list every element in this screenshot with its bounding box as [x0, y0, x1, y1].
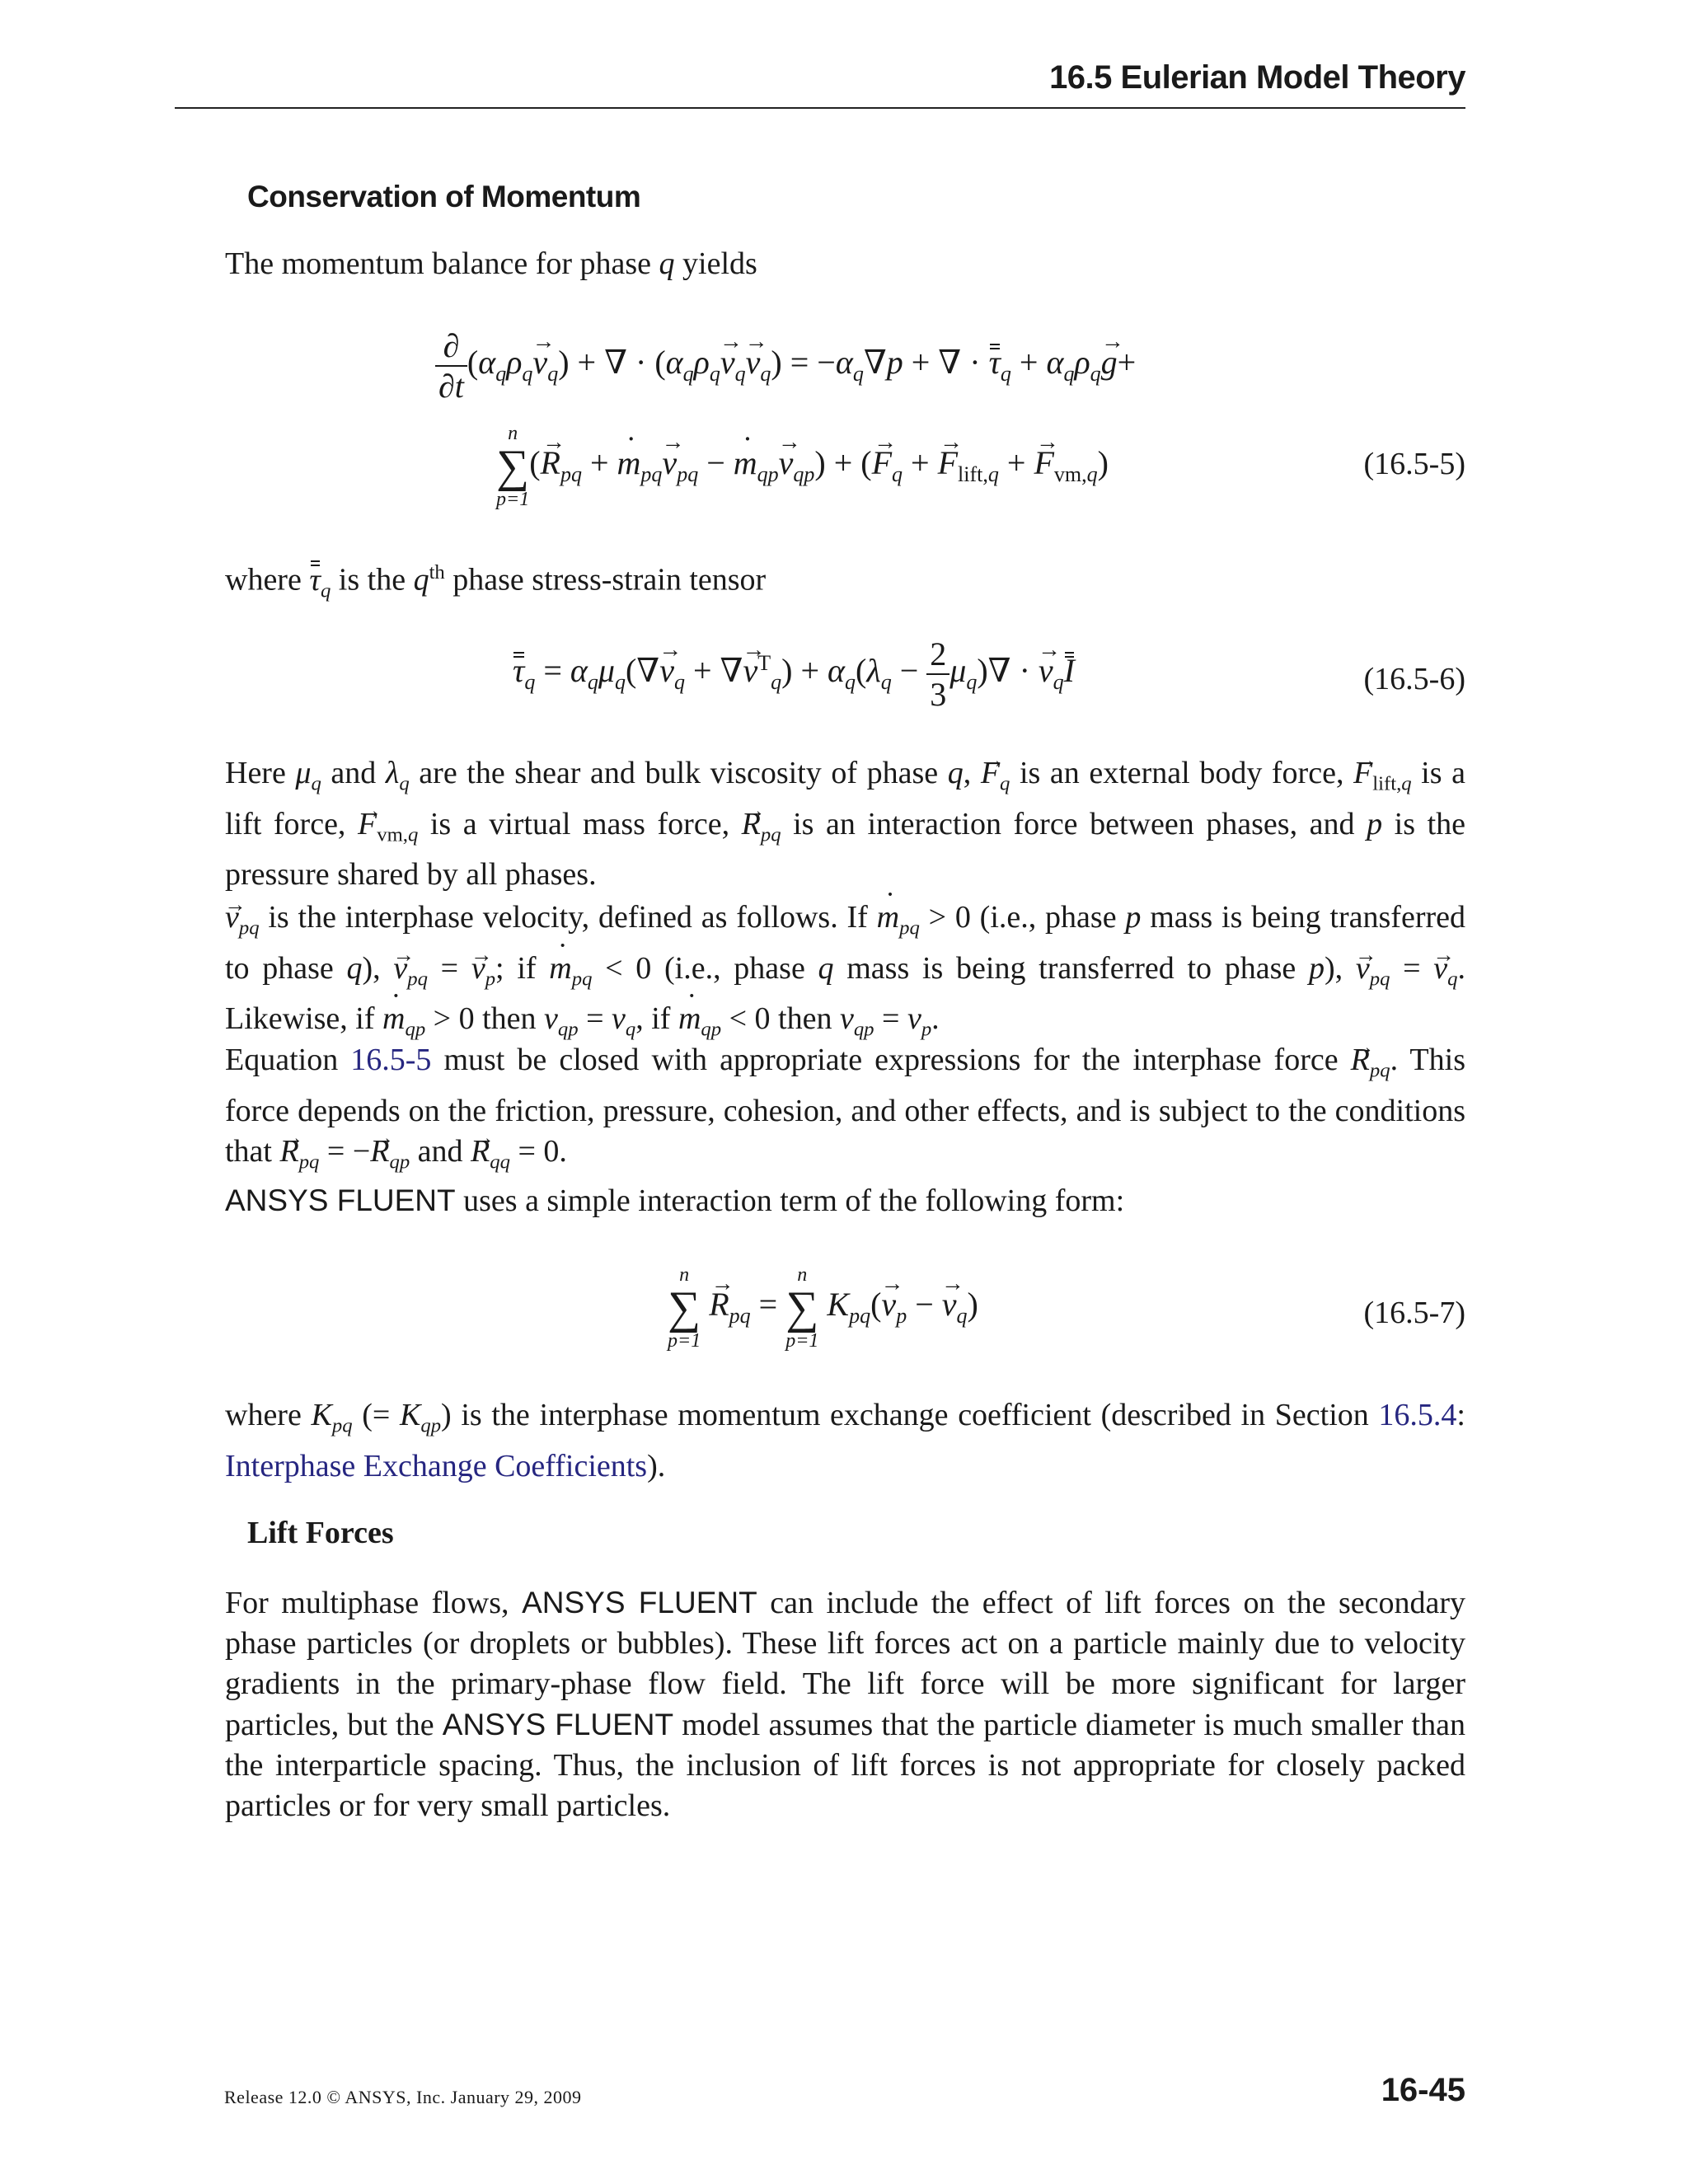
header-rule — [175, 107, 1465, 109]
equation-number: (16.5-5) — [1363, 447, 1465, 481]
closure-paragraph: Equation 16.5-5 must be closed with appropriate expressions for the interphase force → $R_{pq}$. This force depends on the friction, pressure, cohesion, and other effects, and is subject to the conditions that → $R_{pq}$ = −→ $R_{qp}$ and → $R_{qq} = 0$. — [225, 1040, 1465, 1182]
equation-number: (16.5-6) — [1363, 662, 1465, 696]
equation-16-5-6 — [175, 635, 1465, 725]
lift-forces-heading: Lift Forces — [247, 1516, 394, 1550]
equation-link[interactable]: 16.5-5 — [350, 1043, 432, 1077]
page-number: 16-45 — [1381, 2072, 1465, 2108]
release-footer: Release 12.0 © ANSYS, Inc. January 29, 2009 — [224, 2087, 582, 2107]
equation-line-1: $\frac{\partial}{\partial t}$ $(\alpha_q\rho_q\to v_q)$ + ∇ · $(\alpha_q\rho_q\to v_q\to v_q) = -\alpha_q\nabla p$ + ∇ · $\tau_q + \alpha_q\rho_q\to g+$ — [435, 326, 1136, 405]
interphase-velocity-paragraph: → $v_{pq}$ is the interphase velocity, defined as follows. If ˙ $m_{pq} > 0$ (i.e., phase p mass is being transferred to phase q), → $v_{pq}$ = → $v_p$; if ˙ $m_{pq} < 0$ (i.e., phase q mass is being transferred to phase p), → $v_{pq}$ = → $v_q$. Likewise, if ˙ $m_{qp} > 0$ then $v_{qp} = v_q$, if ˙ $m_{qp} < 0$ then $v_{qp} = v_p$. — [225, 898, 1465, 1050]
here-paragraph: Here $\mu_q$ and $\lambda_q$ are the shear and bulk viscosity of phase q, → $F_q$ is an external body force, → $F_{lift,q}$ is a lift force, → $F_{vm,q}$ is a virtual mass force, → $R_{pq}$ is an interaction force between phases, and p is the pressure shared by all phases. — [225, 753, 1465, 895]
equation-number: (16.5-7) — [1363, 1296, 1465, 1330]
section-heading: Conservation of Momentum — [247, 180, 641, 213]
lift-forces-paragraph: For multiphase flows, ANSYS FLUENT can include the effect of lift forces on the secondary phase particles (or droplets or bubbles). These lift forces act on a particle mainly due to velocity gradients in the primary-phase flow field. The lift force will be more significant for larger particles, but the ANSYS FLUENT model assumes that the particle diameter is much smaller than the interparticle spacing. Thus, the inclusion of lift forces is not appropriate for closely packed particles or for very small particles. — [225, 1586, 1465, 1823]
interphase-exchange-link[interactable]: Interphase Exchange Coefficients — [225, 1448, 648, 1483]
equation-body: n ∑ p=1 → $R_{pq}$ = n ∑ p=1 $K_{pq}(\to v_p$ − → $v_q$) — [668, 1265, 978, 1351]
exchange-coefficient-paragraph: where $K_{pq}$ (= $K_{qp}$) is the interphase momentum exchange coefficient (described in Section 16.5.4: Interphase Exchange Coefficients). — [225, 1398, 1465, 1483]
equation-line-2: n ∑ p=1 (→ $R_{pq}$ + ˙ $m_{pq}\to v_{pq}$ − ˙ $m_{qp}\to v_{qp}$) + (→ $F_q$ + → $F_{lift,q}$ + → $F_{vm,q}$) — [496, 424, 1109, 509]
equation-16-5-7 — [175, 1265, 1465, 1372]
equation-16-5-5 — [175, 326, 1465, 524]
intro-paragraph: The momentum balance for phase q yields — [225, 246, 757, 281]
interaction-term-paragraph: ANSYS FLUENT uses a simple interaction term of the following form: — [225, 1183, 1125, 1218]
equation-body: $\tau_q = \alpha_q\mu_q(\nabla\to v_q$ + ∇→ $v^T_q) + \alpha_q(\lambda_q$ − $\frac{2}{3}$ $\mu_q)\nabla$ · → $v_qI$ — [513, 635, 1075, 714]
section-link[interactable]: 16.5.4 — [1378, 1398, 1457, 1432]
where-tau-paragraph: where $\tau_q$ is the $q^{th}$ phase stress-strain tensor — [225, 561, 767, 602]
running-header: 16.5 Eulerian Model Theory — [1049, 59, 1465, 96]
